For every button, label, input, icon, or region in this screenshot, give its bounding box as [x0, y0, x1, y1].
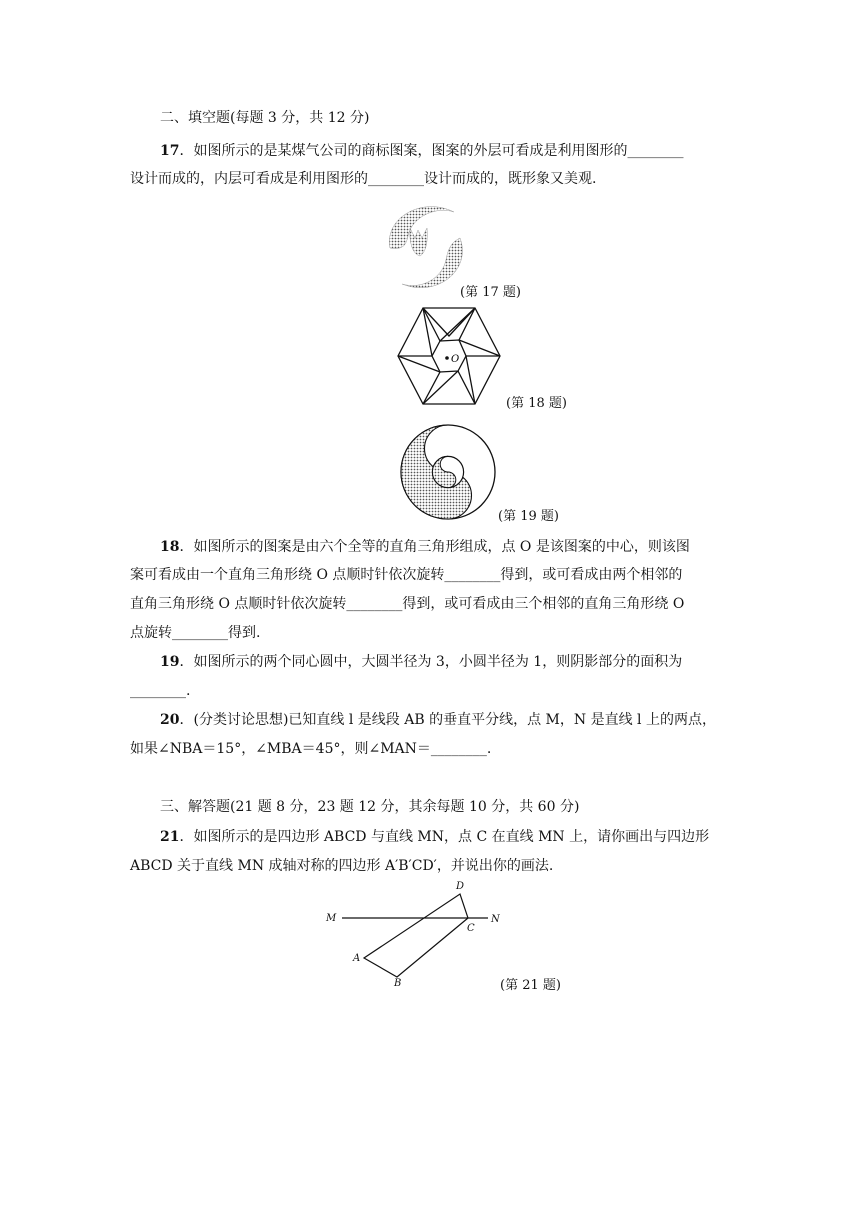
figure-17-caption: (第 17 题): [460, 285, 521, 300]
diag-4: [466, 356, 475, 404]
label-n: N: [491, 914, 500, 925]
quadrilateral-abcd: [364, 894, 468, 977]
question-number: 17: [160, 143, 180, 159]
question-20-line-2: 如果∠NBA＝15°，∠MBA＝45°，则∠MAN＝________.: [130, 741, 492, 757]
diag-2: [440, 308, 475, 341]
figure-18-caption: (第 18 题): [506, 396, 567, 411]
question-18-line-1: [160, 537, 690, 557]
figure-19-circles: [398, 423, 498, 521]
question-21-line-2: ABCD 关于直线 MN 成轴对称的四边形 A′B′CD′，并说出你的画法.: [130, 858, 554, 874]
question-17-line-1: [160, 141, 683, 161]
question-text: ．如图所示的图案是由六个全等的直角三角形组成，点 O 是该图案的中心，则该图: [179, 539, 690, 555]
question-21-line-1: [160, 827, 709, 847]
question-18-line-4: 点旋转________得到.: [130, 625, 261, 641]
figure-17-logo: [382, 198, 472, 296]
question-number: 21: [160, 829, 180, 845]
section-heading-solutions: 三、解答题(21 题 8 分，23 题 12 分，其余每题 10 分，共 60 分): [160, 799, 580, 815]
question-18-line-2: 案可看成由一个直角三角形绕 O 点顺时针依次旋转________得到，或可看成由两个相邻的: [130, 567, 683, 583]
figure-19-caption: (第 19 题): [498, 509, 559, 524]
diag-5: [423, 371, 458, 404]
center-point: [445, 356, 449, 360]
label-b: B: [394, 978, 402, 989]
question-19-line-2: ________.: [130, 683, 191, 699]
triangle-leg-2: [459, 308, 475, 340]
question-text: ．如图所示的是四边形 ABCD 与直线 MN，点 C 在直线 MN 上，请你画出与四边形: [179, 829, 710, 845]
label-m: M: [326, 913, 337, 924]
question-number: 19: [160, 654, 180, 670]
figure-18-hexagon: [396, 305, 502, 407]
question-17-line-2: 设计而成的，内层可看成是利用图形的________设计而成的，既形象又美观.: [130, 171, 597, 187]
figure-21-caption: (第 21 题): [500, 978, 561, 993]
triangle-leg-5: [423, 372, 440, 404]
question-20-line-1: [160, 710, 716, 730]
figure-21-quadrilateral: [318, 876, 508, 994]
question-number: 18: [160, 539, 180, 555]
logo-inner-shape: [410, 228, 427, 256]
section-heading-fill-in: 二、填空题(每题 3 分，共 12 分): [160, 110, 370, 126]
question-text: ．(分类讨论思想)已知直线 l 是线段 AB 的垂直平分线，点 M，N 是直线 l 上的两点，: [179, 712, 716, 728]
center-label-o: O: [451, 354, 460, 365]
question-18-line-3: 直角三角形绕 O 点顺时针依次旋转________得到，或可看成由三个相邻的直角三角形绕 O: [130, 596, 685, 612]
question-text: ．如图所示的是某煤气公司的商标图案，图案的外层可看成是利用图形的________: [179, 143, 684, 159]
diag-1: [423, 308, 432, 356]
label-c: C: [467, 923, 475, 934]
question-19-line-1: [160, 652, 682, 672]
inner-hexagon: [432, 340, 466, 372]
question-number: 20: [160, 712, 180, 728]
logo-lower-crescent: [402, 238, 462, 288]
question-text: ．如图所示的两个同心圆中，大圆半径为 3，小圆半径为 1，则阴影部分的面积为: [179, 654, 683, 670]
label-a: A: [353, 953, 361, 964]
label-d: D: [456, 881, 465, 892]
